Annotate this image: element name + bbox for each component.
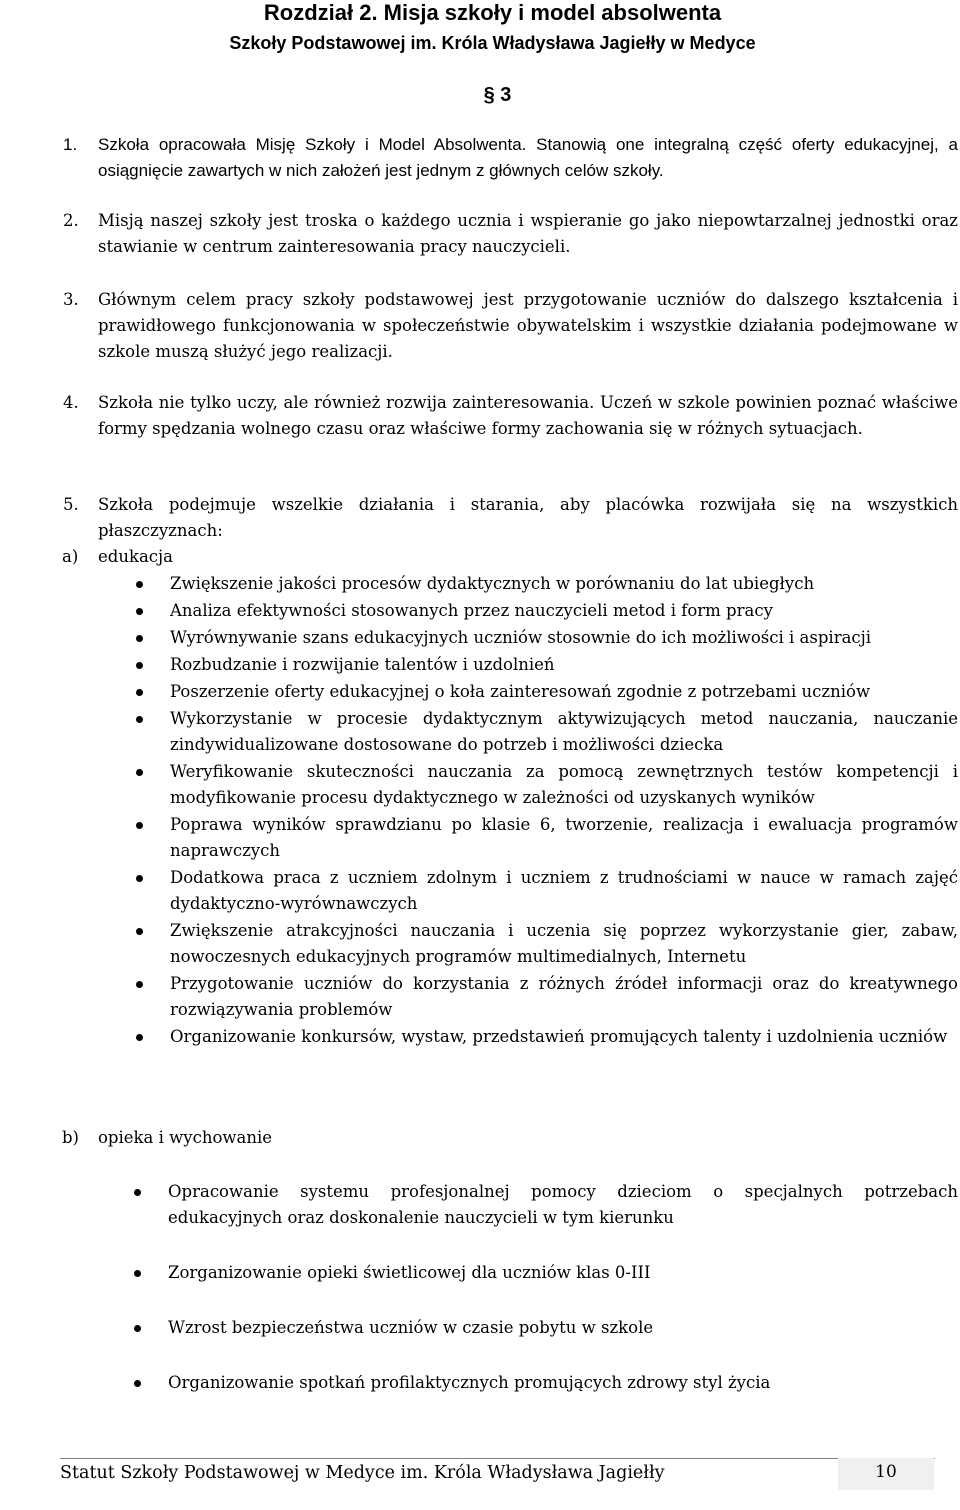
section-sign: § 3	[483, 84, 512, 106]
bullet-icon	[136, 822, 143, 829]
item-text: Szkoła podejmuje wszelkie działania i starania, aby placówka rozwijała się na wszystkich płaszczyznach:	[98, 495, 958, 540]
bullet-text: Dodatkowa praca z uczniem zdolnym i uczniem z trudnościami w nauce w ramach zajęć dydaktyczno-wyrównawczych	[170, 868, 958, 913]
bullet-text: Poprawa wyników sprawdzianu po klasie 6, tworzenie, realizacja i ewaluacja programów naprawczych	[170, 815, 958, 860]
bullet-text: Rozbudzanie i rozwijanie talentów i uzdolnień	[170, 655, 555, 674]
bullet-item	[168, 1260, 958, 1286]
chapter-subtitle: Szkoły Podstawowej im. Króla Władysława Jagiełły w Medyce	[229, 33, 756, 53]
bullet-text: Analiza efektywności stosowanych przez nauczycieli metod i form pracy	[170, 601, 773, 620]
page-number-box	[838, 1458, 934, 1490]
bullet-item	[170, 812, 958, 864]
bullet-item	[170, 652, 958, 678]
bullet-list-care	[168, 1179, 958, 1425]
bullet-item	[168, 1370, 958, 1396]
item-number: 4.	[63, 393, 79, 412]
item-text: Misją naszej szkoły jest troska o każdego ucznia i wspieranie go jako niepowtarzalnej jednostki oraz stawianie w centrum zainteresowania pracy nauczycieli.	[98, 211, 958, 256]
bullet-text: Wzrost bezpieczeństwa uczniów w czasie pobytu w szkole	[168, 1318, 654, 1337]
item-number: 3.	[63, 290, 79, 309]
item-text: Głównym celem pracy szkoły podstawowej jest przygotowanie uczniów do dalszego kształcenia i prawidłowego funkcjonowania w społeczeństwie obywatelskim i wszystkie działania podejmowane w szkole muszą służyć jego realizacji.	[98, 290, 958, 361]
chapter-title: Rozdział 2. Misja szkoły i model absolwenta	[263, 0, 722, 25]
bullet-icon	[136, 635, 143, 642]
bullet-icon	[136, 662, 143, 669]
bullet-icon	[136, 769, 143, 776]
bullet-icon	[136, 928, 143, 935]
bullet-item	[168, 1179, 958, 1231]
bullet-item	[170, 571, 958, 597]
bullet-item	[170, 1024, 958, 1050]
bullet-text: Zorganizowanie opieki świetlicowej dla uczniów klas 0-III	[168, 1263, 651, 1282]
bullet-icon	[134, 1270, 141, 1277]
bullet-icon	[134, 1325, 141, 1332]
bullet-text: Weryfikowanie skuteczności nauczania za pomocą zewnętrznych testów kompetencji i modyfikowanie procesu dydaktycznego w zależności od uzyskanych wyników	[170, 762, 958, 807]
bullet-item	[170, 865, 958, 917]
bullet-item	[170, 625, 958, 651]
subsection-letter: a)	[62, 547, 79, 566]
subsection-title: edukacja	[98, 547, 173, 566]
bullet-text: Organizowanie konkursów, wystaw, przedstawień promujących talenty i uzdolnienia uczniów	[170, 1027, 948, 1046]
item-number: 5.	[63, 495, 79, 514]
bullet-item	[170, 679, 958, 705]
bullet-icon	[136, 716, 143, 723]
bullet-icon	[136, 608, 143, 615]
bullet-icon	[136, 981, 143, 988]
bullet-item	[168, 1315, 958, 1341]
subsection-title: opieka i wychowanie	[98, 1128, 273, 1147]
bullet-item	[170, 598, 958, 624]
bullet-list-education	[170, 571, 958, 1051]
bullet-icon	[134, 1380, 141, 1387]
page-number: 10	[875, 1462, 897, 1482]
item-number: 2.	[63, 211, 79, 230]
subsection-letter: b)	[62, 1128, 79, 1147]
bullet-icon	[136, 689, 143, 696]
footer-title: Statut Szkoły Podstawowej w Medyce im. Króla Władysława Jagiełły	[60, 1463, 665, 1483]
bullet-text: Przygotowanie uczniów do korzystania z różnych źródeł informacji oraz do kreatywnego rozwiązywania problemów	[170, 974, 958, 1019]
bullet-item	[170, 706, 958, 758]
item-number: 1.	[63, 135, 78, 154]
footer-divider	[60, 1458, 935, 1459]
item-text: Szkoła nie tylko uczy, ale również rozwija zainteresowania. Uczeń w szkole powinien poznać właściwe formy spędzania wolnego czasu oraz właściwe formy zachowania się w różnych sytuacjach.	[98, 393, 958, 438]
bullet-text: Wykorzystanie w procesie dydaktycznym aktywizujących metod nauczania, nauczanie zindywidualizowane dostosowane do potrzeb i możliwości dziecka	[170, 709, 958, 754]
bullet-icon	[136, 581, 143, 588]
bullet-text: Opracowanie systemu profesjonalnej pomocy dzieciom o specjalnych potrzebach edukacyjnych oraz doskonalenie nauczycieli w tym kierunku	[168, 1182, 958, 1227]
bullet-item	[170, 918, 958, 970]
bullet-item	[170, 971, 958, 1023]
bullet-text: Organizowanie spotkań profilaktycznych promujących zdrowy styl życia	[168, 1373, 771, 1392]
bullet-item	[170, 759, 958, 811]
bullet-icon	[136, 875, 143, 882]
bullet-text: Poszerzenie oferty edukacyjnej o koła zainteresowań zgodnie z potrzebami uczniów	[170, 682, 871, 701]
bullet-text: Zwiększenie jakości procesów dydaktycznych w porównaniu do lat ubiegłych	[170, 574, 815, 593]
bullet-icon	[136, 1034, 143, 1041]
item-text: Szkoła opracowała Misję Szkoły i Model Absolwenta. Stanowią one integralną część oferty edukacyjnej, a osiągnięcie zawartych w nich założeń jest jednym z głównych celów szkoły.	[98, 135, 958, 180]
bullet-text: Zwiększenie atrakcyjności nauczania i uczenia się poprzez wykorzystanie gier, zabaw, nowoczesnych edukacyjnych programów multimedialnych, Internetu	[170, 921, 958, 966]
bullet-icon	[134, 1189, 141, 1196]
bullet-text: Wyrównywanie szans edukacyjnych uczniów stosownie do ich możliwości i aspiracji	[170, 628, 872, 647]
